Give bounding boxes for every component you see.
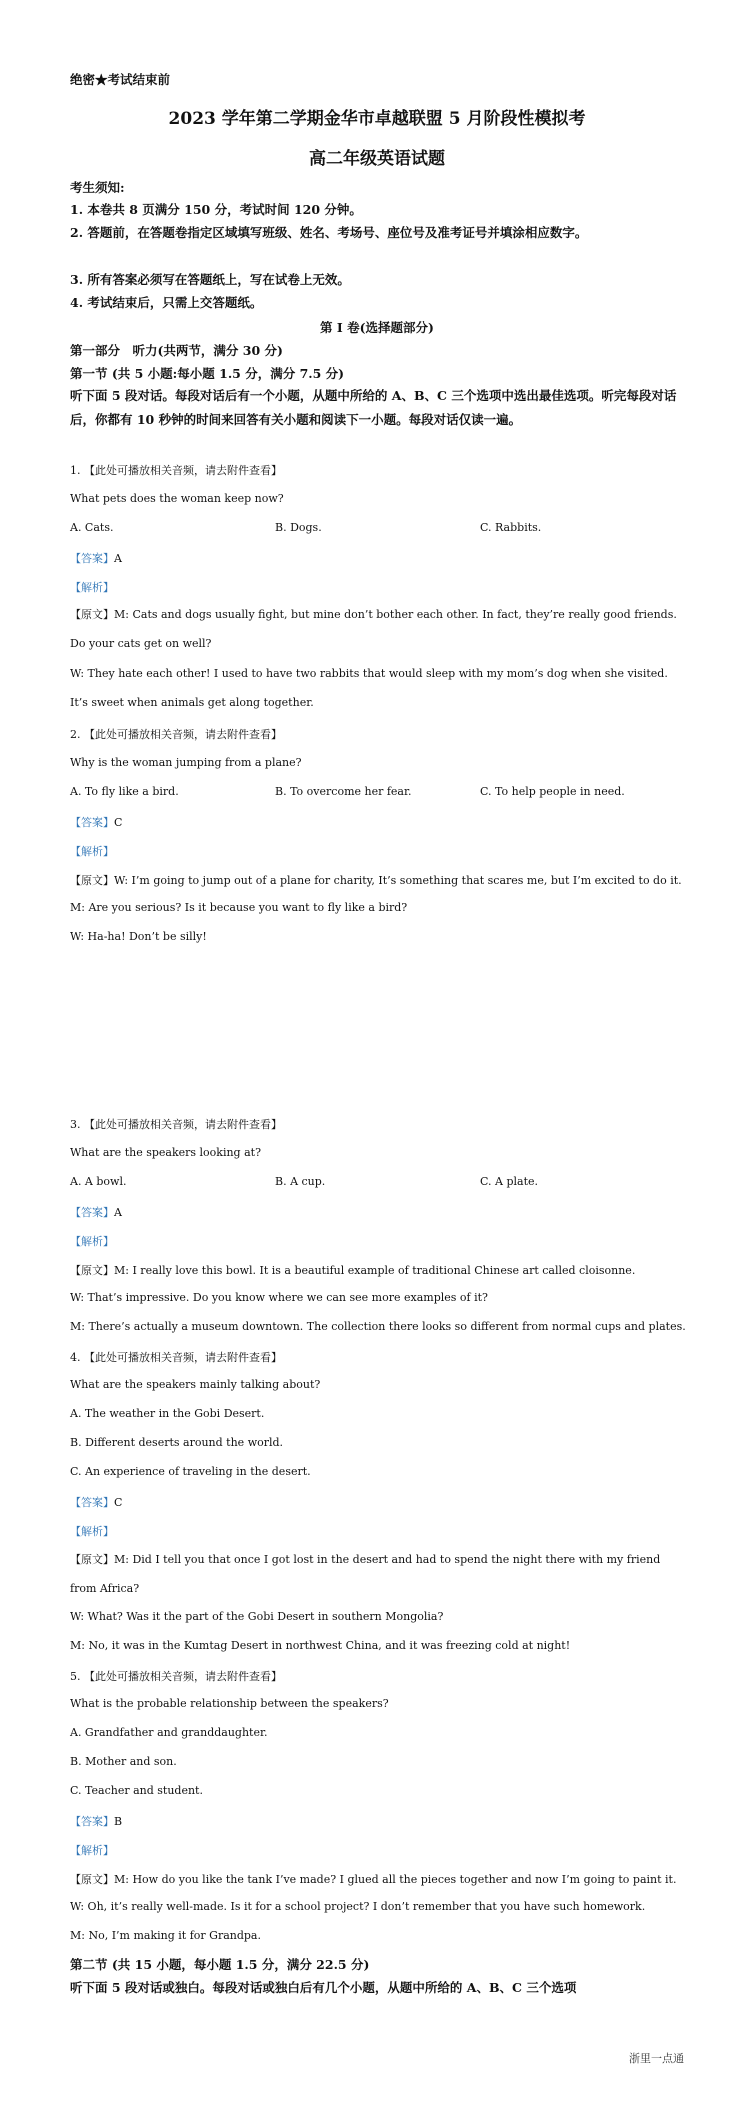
option-a: A. A bowl.: [70, 1175, 127, 1188]
section1-heading: 第一节 (共 5 小题:每小题 1.5 分，满分 7.5 分): [70, 366, 345, 381]
notice-item: 3. 所有答案必须写在答题纸上，写在试卷上无效。: [70, 272, 350, 287]
transcript-line: 【原文】M: Did I tell you that once I got lost in the desert and had to spend the night there with my friend from Africa?: [70, 1553, 661, 1595]
answer-line: 【答案】A: [70, 552, 122, 565]
option-row: [70, 785, 684, 798]
section2-instructions: 听下面 5 段对话或独白。每段对话或独白后有几个小题，从题中所给的 A、B、C 三个选项: [70, 1980, 577, 1995]
transcript-line: W: What? Was it the part of the Gobi Desert in southern Mongolia?: [70, 1610, 444, 1623]
question-text: Why is the woman jumping from a plane?: [70, 756, 302, 769]
transcript-line: 【原文】M: I really love this bowl. It is a beautiful example of traditional Chinese art called cloisonne.: [70, 1264, 636, 1277]
analysis-label: 【解析】: [70, 1525, 114, 1538]
question-audio: 2. 【此处可播放相关音频，请去附件查看】: [70, 728, 282, 741]
section2-heading: 第二节 (共 15 小题，每小题 1.5 分，满分 22.5 分): [70, 1957, 370, 1972]
question-text: What are the speakers mainly talking about?: [70, 1378, 321, 1391]
notice-item: 4. 考试结束后，只需上交答题纸。: [70, 295, 263, 310]
option-row: [70, 1175, 684, 1188]
question-audio: 4. 【此处可播放相关音频，请去附件查看】: [70, 1351, 282, 1364]
transcript-line: M: There’s actually a museum downtown. The collection there looks so different from normal cups and plates.: [70, 1320, 686, 1333]
option-a: A. To fly like a bird.: [70, 785, 179, 798]
option-b: B. To overcome her fear.: [275, 785, 412, 798]
part1-heading: 第一部分 听力(共两节，满分 30 分): [70, 343, 283, 358]
exam-subtitle: 高二年级英语试题: [309, 149, 445, 169]
notice-item: 2. 答题前，在答题卷指定区域填写班级、姓名、考场号、座位号及准考证号并填涂相应数字。: [70, 225, 588, 240]
option-c: C. To help people in need.: [480, 785, 625, 798]
transcript-line: 【原文】M: How do you like the tank I’ve made? I glued all the pieces together and now I’m going to paint it.: [70, 1873, 677, 1886]
transcript-line: 【原文】W: I’m going to jump out of a plane for charity, It’s something that scares me, but I’m excited to do it.: [70, 874, 682, 887]
transcript-line: W: That’s impressive. Do you know where we can see more examples of it?: [70, 1291, 488, 1304]
transcript-line: 【原文】M: Cats and dogs usually fight, but mine don’t bother each other. In fact, they’re really good friends. Do your cats get on well?: [70, 608, 677, 650]
option-b: B. Mother and son.: [70, 1755, 177, 1768]
option-c: C. An experience of traveling in the desert.: [70, 1465, 311, 1478]
analysis-label: 【解析】: [70, 581, 114, 594]
transcript-line: W: Oh, it’s really well-made. Is it for a school project? I don’t remember that you have such homework.: [70, 1900, 646, 1913]
answer-line: 【答案】C: [70, 816, 123, 829]
answer-line: 【答案】C: [70, 1496, 123, 1509]
option-a: A. Cats.: [70, 521, 114, 534]
question-text: What are the speakers looking at?: [70, 1146, 261, 1159]
volume-heading: 第 Ⅰ 卷(选择题部分): [320, 320, 434, 335]
analysis-label: 【解析】: [70, 1235, 114, 1248]
analysis-label: 【解析】: [70, 1844, 114, 1857]
footer-brand: 浙里一点通: [629, 2052, 684, 2065]
option-c: C. A plate.: [480, 1175, 539, 1188]
answer-line: 【答案】A: [70, 1206, 122, 1219]
option-b: B. A cup.: [275, 1175, 326, 1188]
transcript-line: W: Ha-ha! Don’t be silly!: [70, 930, 207, 943]
option-a: A. Grandfather and granddaughter.: [70, 1726, 268, 1739]
option-c: C. Rabbits.: [480, 521, 542, 534]
notice-item: 1. 本卷共 8 页满分 150 分，考试时间 120 分钟。: [70, 202, 362, 217]
option-row: [70, 521, 684, 534]
transcript-line: M: No, it was in the Kumtag Desert in northwest China, and it was freezing cold at night!: [70, 1639, 571, 1652]
analysis-label: 【解析】: [70, 845, 114, 858]
transcript-line: M: No, I’m making it for Grandpa.: [70, 1929, 261, 1942]
option-b: B. Different deserts around the world.: [70, 1436, 284, 1449]
transcript-line: M: Are you serious? Is it because you want to fly like a bird?: [70, 901, 408, 914]
secret-label: 绝密★考试结束前: [70, 72, 171, 87]
question-audio: 1. 【此处可播放相关音频，请去附件查看】: [70, 464, 282, 477]
transcript-line: W: They hate each other! I used to have two rabbits that would sleep with my mom’s dog when she visited. It’s sweet when animals get along together.: [70, 667, 668, 709]
question-audio: 5. 【此处可播放相关音频，请去附件查看】: [70, 1670, 282, 1683]
option-c: C. Teacher and student.: [70, 1784, 203, 1797]
exam-title: 2023 学年第二学期金华市卓越联盟 5 月阶段性模拟考: [168, 109, 586, 129]
question-text: What is the probable relationship between the speakers?: [70, 1697, 389, 1710]
question-audio: 3. 【此处可播放相关音频，请去附件查看】: [70, 1118, 282, 1131]
option-b: B. Dogs.: [275, 521, 322, 534]
notice-heading: 考生须知:: [70, 180, 125, 195]
option-a: A. The weather in the Gobi Desert.: [70, 1407, 265, 1420]
question-text: What pets does the woman keep now?: [70, 492, 284, 505]
section1-instructions: 听下面 5 段对话。每段对话后有一个小题，从题中所给的 A、B、C 三个选项中选出最佳选项。听完每段对话后，你都有 10 秒钟的时间来回答有关小题和阅读下一小题。每段对话仅读一遍。: [70, 388, 677, 427]
answer-line: 【答案】B: [70, 1815, 123, 1828]
